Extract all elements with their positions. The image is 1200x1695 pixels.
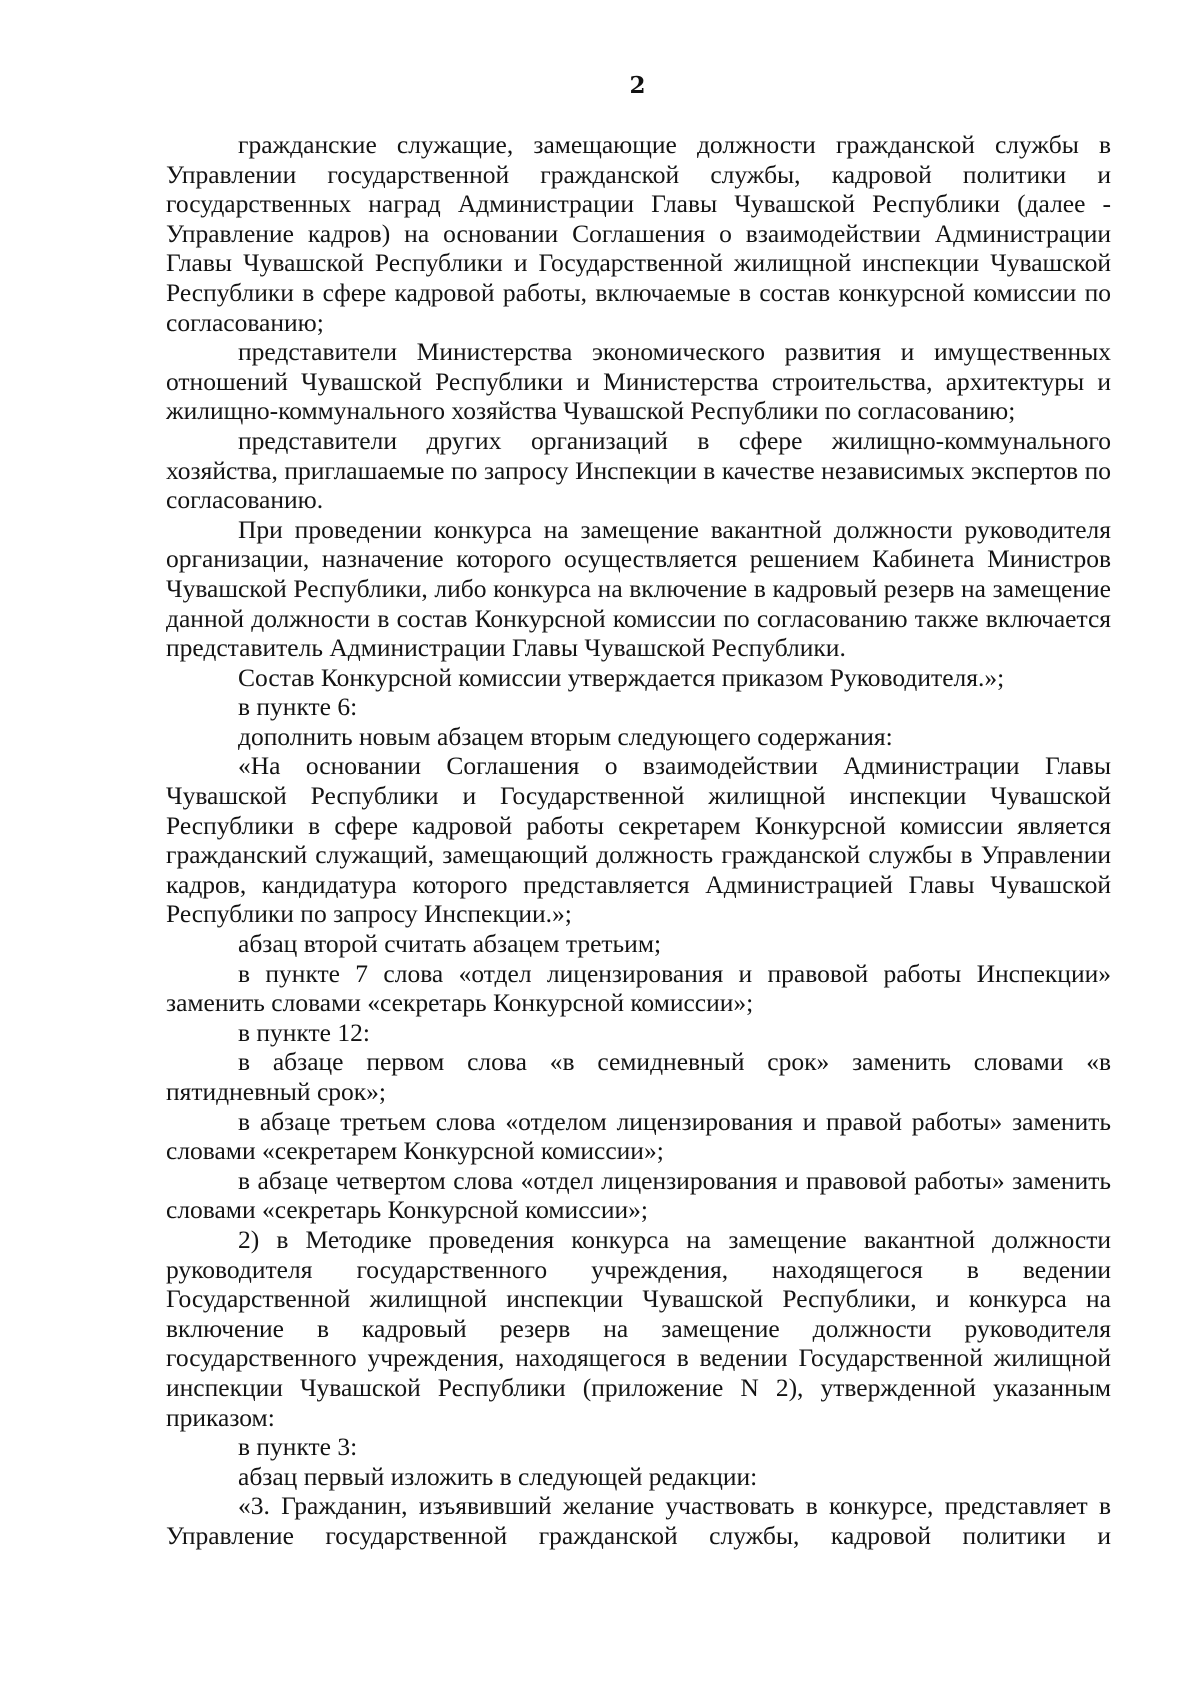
paragraph-ministry-representatives: представители Министерства экономического развития и имущественных отношений Чувашской Республики и Министерства строительства, архитектуры и жилищно-коммунального хозяйства Чувашской Республики по согласованию;: [166, 337, 1111, 426]
paragraph-other-organizations: представители других организаций в сфере жилищно-коммунального хозяйства, приглашаемые по запросу Инспекции в качестве независимых экспертов по согласованию.: [166, 425, 1111, 515]
paragraph-contest-head-position: При проведении конкурса на замещение вакантной должности руководителя организации, назначение которого осуществляется решением Кабинета Министров Чувашской Республики, либо конкурса на включение в кадровый резерв на замещение данной должности в состав Конкурсной комиссии по согласованию также включается представитель Администрации Главы Чувашской Республики.: [166, 514, 1111, 663]
page-number: 2: [629, 72, 646, 99]
paragraph-first-abzac-edit: абзац первый изложить в следующей редакции:: [238, 1461, 758, 1491]
paragraph-secretary-quote: «На основании Соглашения о взаимодействии Администрации Главы Чувашской Республики и Государственной жилищной инспекции Чувашской Республики в сфере кадровой работы секретарем Конкурсной комиссии является гражданский служащий, замещающий должность гражданской службы в Управлении кадров, кандидатура которого представляется Администрацией Главы Чувашской Республики по запросу Инспекции.»;: [166, 751, 1111, 929]
paragraph-clause-7: в пункте 7 слова «отдел лицензирования и правовой работы Инспекции» заменить словами «секретарь Конкурсной комиссии»;: [166, 958, 1111, 1018]
paragraph-abzac-renumber: абзац второй считать абзацем третьим;: [238, 929, 662, 959]
paragraph-add-second-abzac: дополнить новым абзацем вторым следующего содержания:: [238, 721, 893, 751]
paragraph-abzac-third: в абзаце третьем слова «отделом лицензирования и правой работы» заменить словами «секретарем Конкурсной комиссии»;: [166, 1106, 1111, 1166]
paragraph-methodology: 2) в Методике проведения конкурса на замещение вакантной должности руководителя государственного учреждения, находящегося в ведении Государственной жилищной инспекции Чувашской Республики, и конкурса на включение в кадровый резерв на замещение должности руководителя государственного учреждения, находящегося в ведении Государственной жилищной инспекции Чувашской Республики (приложение N 2), утвержденной указанным приказом:: [166, 1224, 1111, 1432]
paragraph-commission-approval: Состав Конкурсной комиссии утверждается приказом Руководителя.»;: [238, 662, 1005, 692]
document-body: [166, 130, 1111, 1551]
paragraph-citizen-quote: «3. Гражданин, изъявивший желание участвовать в конкурсе, представляет в Управление государственной гражданской службы, кадровой политики и: [166, 1491, 1111, 1550]
paragraph-clause-3: в пункте 3:: [238, 1432, 358, 1462]
paragraph-abzac-fourth: в абзаце четвертом слова «отдел лицензирования и правовой работы» заменить словами «секретарь Конкурсной комиссии»;: [166, 1165, 1111, 1225]
paragraph-abzac-first: в абзаце первом слова «в семидневный срок» заменить словами «в пятидневный срок»;: [166, 1047, 1111, 1106]
paragraph-civil-servants: гражданские служащие, замещающие должности гражданской службы в Управлении государственной гражданской службы, кадровой политики и государственных наград Администрации Главы Чувашской Республики (далее - Управление кадров) на основании Соглашения о взаимодействии Администрации Главы Чувашской Республики и Государственной жилищной инспекции Чувашской Республики в сфере кадровой работы, включаемые в состав конкурсной комиссии по согласованию;: [166, 130, 1111, 337]
paragraph-clause-6: в пункте 6:: [238, 692, 358, 722]
paragraph-clause-12: в пункте 12:: [238, 1017, 370, 1047]
